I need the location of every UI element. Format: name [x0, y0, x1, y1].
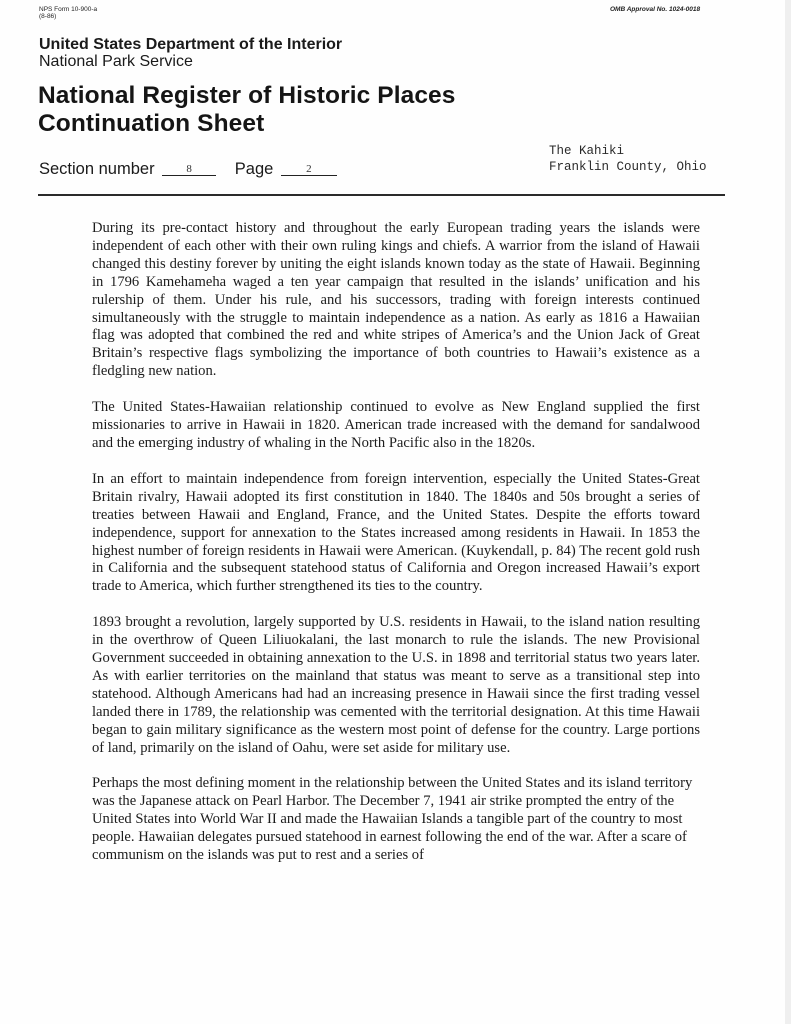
section-number-value: 8	[162, 163, 216, 176]
title-line-2: Continuation Sheet	[38, 110, 265, 137]
paragraph: In an effort to maintain independence from foreign intervention, especially the United States-Great Britain rivalry, Hawaii adopted its first constitution in 1840. The 1840s and 50s brought a series of treaties between Hawaii and England, France, and the United States. Despite the efforts toward independence, support for annexation to the States increased among residents in Hawaii. In 1853 the highest number of foreign residents in Hawaii were American. (Kuykendall, p. 84) The recent gold rush in California and the subsequent statehood status of California and Oregon increased Hawaii’s export trade to America, which further strengthened its ties to the country.	[92, 470, 700, 595]
form-date: (8-86)	[39, 13, 57, 20]
property-name: The Kahiki	[549, 144, 625, 158]
page-number-value: 2	[281, 163, 337, 176]
body-text	[92, 220, 700, 883]
service-name: National Park Service	[39, 53, 193, 70]
section-page-row	[39, 160, 337, 179]
title-line-1: National Register of Historic Places	[38, 82, 456, 109]
form-number: NPS Form 10-900-a	[39, 6, 98, 13]
paragraph: The United States-Hawaiian relationship continued to evolve as New England supplied the first missionaries to arrive in Hawaii in 1820. American trade increased with the demand for sandalwood and the emerging industry of whaling in the North Pacific also in the 1820s.	[92, 399, 700, 451]
page-label: Page	[234, 160, 274, 178]
paragraph: Perhaps the most defining moment in the relationship between the United States and its island territory was the Japanese attack on Pearl Harbor. The December 7, 1941 air strike prompted the entry of the United States into World War II and made the Hawaiian Islands a tangible part of the country to most people. Hawaiian delegates pursued statehood in earnest following the end of the war. After a scare of communism on the islands was put to rest and a series of	[92, 775, 693, 864]
page-edge-shadow	[785, 0, 791, 1024]
paragraph: During its pre-contact history and throughout the early European trading years the islands were independent of each other with their own ruling kings and chiefs. A warrior from the island of Hawaii changed this destiny forever by uniting the eight islands known today as the state of Hawaii. Beginning in 1796 Kamehameha waged a ten year campaign that resulted in the islands’ unification and his rulership of them. Under his rule, and his successors, trading with foreign interests continued simultaneously with the struggle to maintain independence as a nation. As early as 1816 a Hawaiian flag was adopted that combined the red and white stripes of America’s and the Union Jack of Great Britain’s respective flags symbolizing the importance of both countries to Hawaii’s existence as a fledgling new nation.	[92, 220, 700, 380]
page-title	[38, 82, 456, 138]
form-identifier	[39, 6, 97, 20]
property-info	[549, 143, 707, 175]
omb-approval-number: OMB Approval No. 1024-0018	[610, 6, 701, 13]
paragraph: 1893 brought a revolution, largely supported by U.S. residents in Hawaii, to the island nation resulting in the overthrow of Queen Liliuokalani, the last monarch to rule the islands. The new Provisional Government succeeded in obtaining annexation to the U.S. in 1898 and territorial status two years later. As with earlier territories on the mainland that status was meant to serve as a transitional step into statehood. Although Americans had had an increasing presence in Hawaii since the first trading vessel landed there in 1789, the relationship was cemented with the territorial designation. At this time Hawaii began to gain military significance as the western most point of defense for the country. Large portions of land, primarily on the island of Oahu, were set aside for military use.	[92, 614, 700, 756]
header-divider	[38, 194, 725, 196]
property-location: Franklin County, Ohio	[549, 160, 707, 174]
section-number-label: Section number	[39, 160, 155, 178]
department-name: United States Department of the Interior	[39, 36, 343, 53]
